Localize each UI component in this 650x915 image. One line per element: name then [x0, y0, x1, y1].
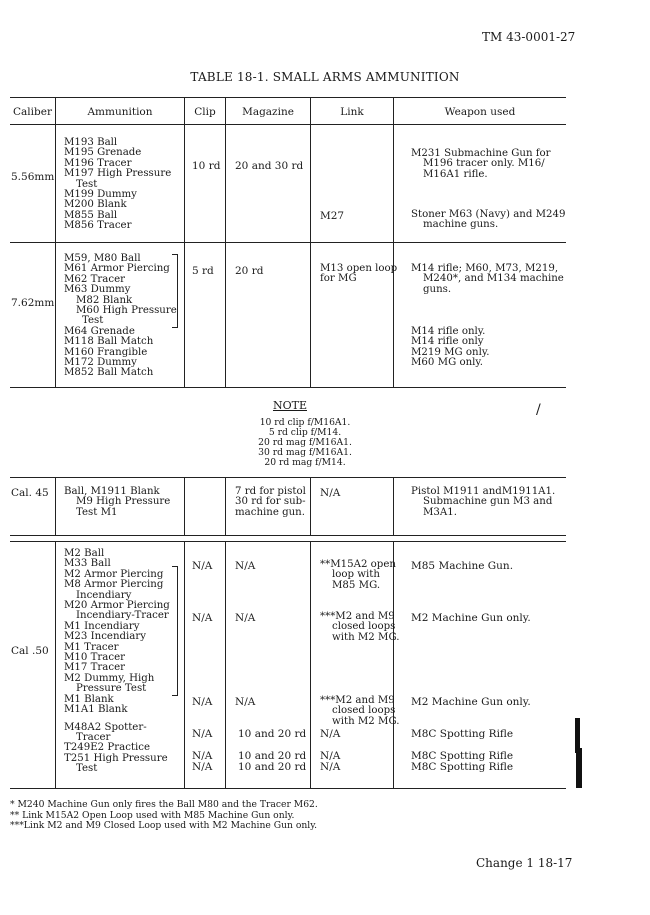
- header-bottom-rule: [10, 124, 566, 125]
- magazine-50-r1: N/A: [235, 560, 256, 572]
- table-title: TABLE 18-1. SMALL ARMS AMMUNITION: [190, 70, 460, 84]
- weapon-50-r1: M85 Machine Gun.: [411, 560, 514, 572]
- page-footer: Change 1 18-17: [476, 856, 573, 870]
- weapon-556-b: Stoner M63 (Navy) and M249 machine guns.: [411, 209, 566, 231]
- magazine-556: 20 and 30 rd: [235, 160, 304, 172]
- note-title: NOTE: [272, 399, 307, 412]
- link-50-r2: ***M2 and M9 closed loops with M2 MG.: [320, 611, 400, 643]
- col-header-link: Link: [340, 106, 364, 118]
- magazine-50-r2: N/A: [235, 612, 256, 624]
- caliber-762: 7.62mm: [11, 297, 55, 309]
- section-rule-762: [10, 387, 566, 388]
- col-header-clip: Clip: [194, 106, 216, 118]
- ammo-list-762: M59, M80 Ball M61 Armor Piercing M62 Tracer M63 Dummy M82 Blank M60 High Pressure Test M64 Grenade M118 Ball Match M160 Frangible M172 Dummy M852 Ball Match: [64, 253, 177, 379]
- section-rule-50-top: [10, 541, 566, 542]
- weapon-50-r3: M2 Machine Gun only.: [411, 696, 531, 708]
- weapon-50-r2: M2 Machine Gun only.: [411, 612, 531, 624]
- link-50-r1: **M15A2 open loop with M85 MG.: [320, 559, 396, 591]
- section-rule-45-top: [10, 477, 566, 478]
- link-50-r3: ***M2 and M9 closed loops with M2 MG.: [320, 695, 400, 727]
- clip-50-r4: N/A: [192, 728, 213, 740]
- weapon-50-r6: M8C Spotting Rifle: [411, 761, 514, 773]
- table-top-rule: [10, 97, 566, 98]
- caliber-556: 5.56mm: [11, 171, 55, 183]
- caliber-50: Cal .50: [11, 645, 49, 657]
- weapon-50-r4: M8C Spotting Rifle: [411, 728, 514, 740]
- magazine-762: 20 rd: [235, 265, 264, 277]
- link-762: M13 open loop for MG: [320, 263, 398, 285]
- clip-50-r2: N/A: [192, 612, 213, 624]
- ammo-list-45: Ball, M1911 Blank M9 High Pressure Test M1: [64, 486, 171, 518]
- change-bar-2: [576, 748, 582, 788]
- weapon-762-a: M14 rifle; M60, M73, M219, M240*, and M134 machine guns.: [411, 263, 564, 295]
- document-number: TM 43-0001-27: [482, 30, 576, 44]
- link-50-r5: N/A: [320, 750, 341, 762]
- magazine-50-r5: 10 and 20 rd: [238, 750, 307, 762]
- clip-50-r3: N/A: [192, 696, 213, 708]
- clip-50-r6: N/A: [192, 761, 213, 773]
- ammo-list-50: M2 Ball M33 Ball M2 Armor Piercing M8 Armor Piercing Incendiary M20 Armor Piercing Incendiary-Tracer M1 Incendiary M23 Incendiary M1 Tracer M10 Tracer M17 Tracer M2 Dummy, High Pressure Test M1 Blank M1A1 Blank M48A2 Spotter- Tracer T249E2 Practice T251 High Pressure Test: [64, 548, 170, 775]
- col-header-weapon-used: Weapon used: [444, 106, 516, 118]
- weapon-556-a: M231 Submachine Gun for M196 tracer only. M16/ M16A1 rifle.: [411, 148, 551, 180]
- col-header-ammunition: Ammunition: [87, 106, 153, 118]
- magazine-45: 7 rd for pistol 30 rd for sub- machine gun.: [235, 486, 306, 518]
- section-rule-556: [10, 242, 566, 243]
- col-header-caliber: Caliber: [13, 106, 52, 118]
- slash-mark: /: [536, 402, 541, 418]
- ammo-bracket-762: [172, 254, 178, 328]
- clip-762: 5 rd: [192, 265, 214, 277]
- weapon-50-r5: M8C Spotting Rifle: [411, 750, 514, 762]
- link-556: M27: [320, 210, 345, 222]
- weapon-762-b: M14 rifle only. M14 rifle only M219 MG only. M60 MG only.: [411, 326, 490, 369]
- table-bottom-rule: [10, 788, 566, 789]
- clip-50-r1: N/A: [192, 560, 213, 572]
- magazine-50-r6: 10 and 20 rd: [238, 761, 307, 773]
- magazine-50-r4: 10 and 20 rd: [238, 728, 307, 740]
- ammo-bracket-50: [172, 566, 178, 696]
- magazine-50-r3: N/A: [235, 696, 256, 708]
- caliber-45: Cal. 45: [11, 487, 49, 499]
- ammo-list-556: M193 Ball M195 Grenade M196 Tracer M197 High Pressure Test M199 Dummy M200 Blank M855 Ball M856 Tracer: [64, 137, 172, 232]
- link-45: N/A: [320, 487, 341, 499]
- clip-50-r5: N/A: [192, 750, 213, 762]
- col-header-magazine: Magazine: [242, 106, 294, 118]
- section-rule-45-bottom: [10, 535, 566, 536]
- clip-556: 10 rd: [192, 160, 221, 172]
- weapon-45: Pistol M1911 andM1911A1. Submachine gun M3 and M3A1.: [411, 486, 556, 518]
- link-50-r6: N/A: [320, 761, 341, 773]
- link-50-r4: N/A: [320, 728, 341, 740]
- footnotes: * M240 Machine Gun only fires the Ball M80 and the Tracer M62. ** Link M15A2 Open Loop used with M85 Machine Gun only. ***Link M2 and M9 Closed Loop used with M2 Machine Gun only.: [10, 799, 318, 831]
- note-lines: 10 rd clip f/M16A1. 5 rd clip f/M14. 20 rd mag f/M16A1. 30 rd mag f/M16A1. 20 rd mag f/M14.: [258, 417, 352, 468]
